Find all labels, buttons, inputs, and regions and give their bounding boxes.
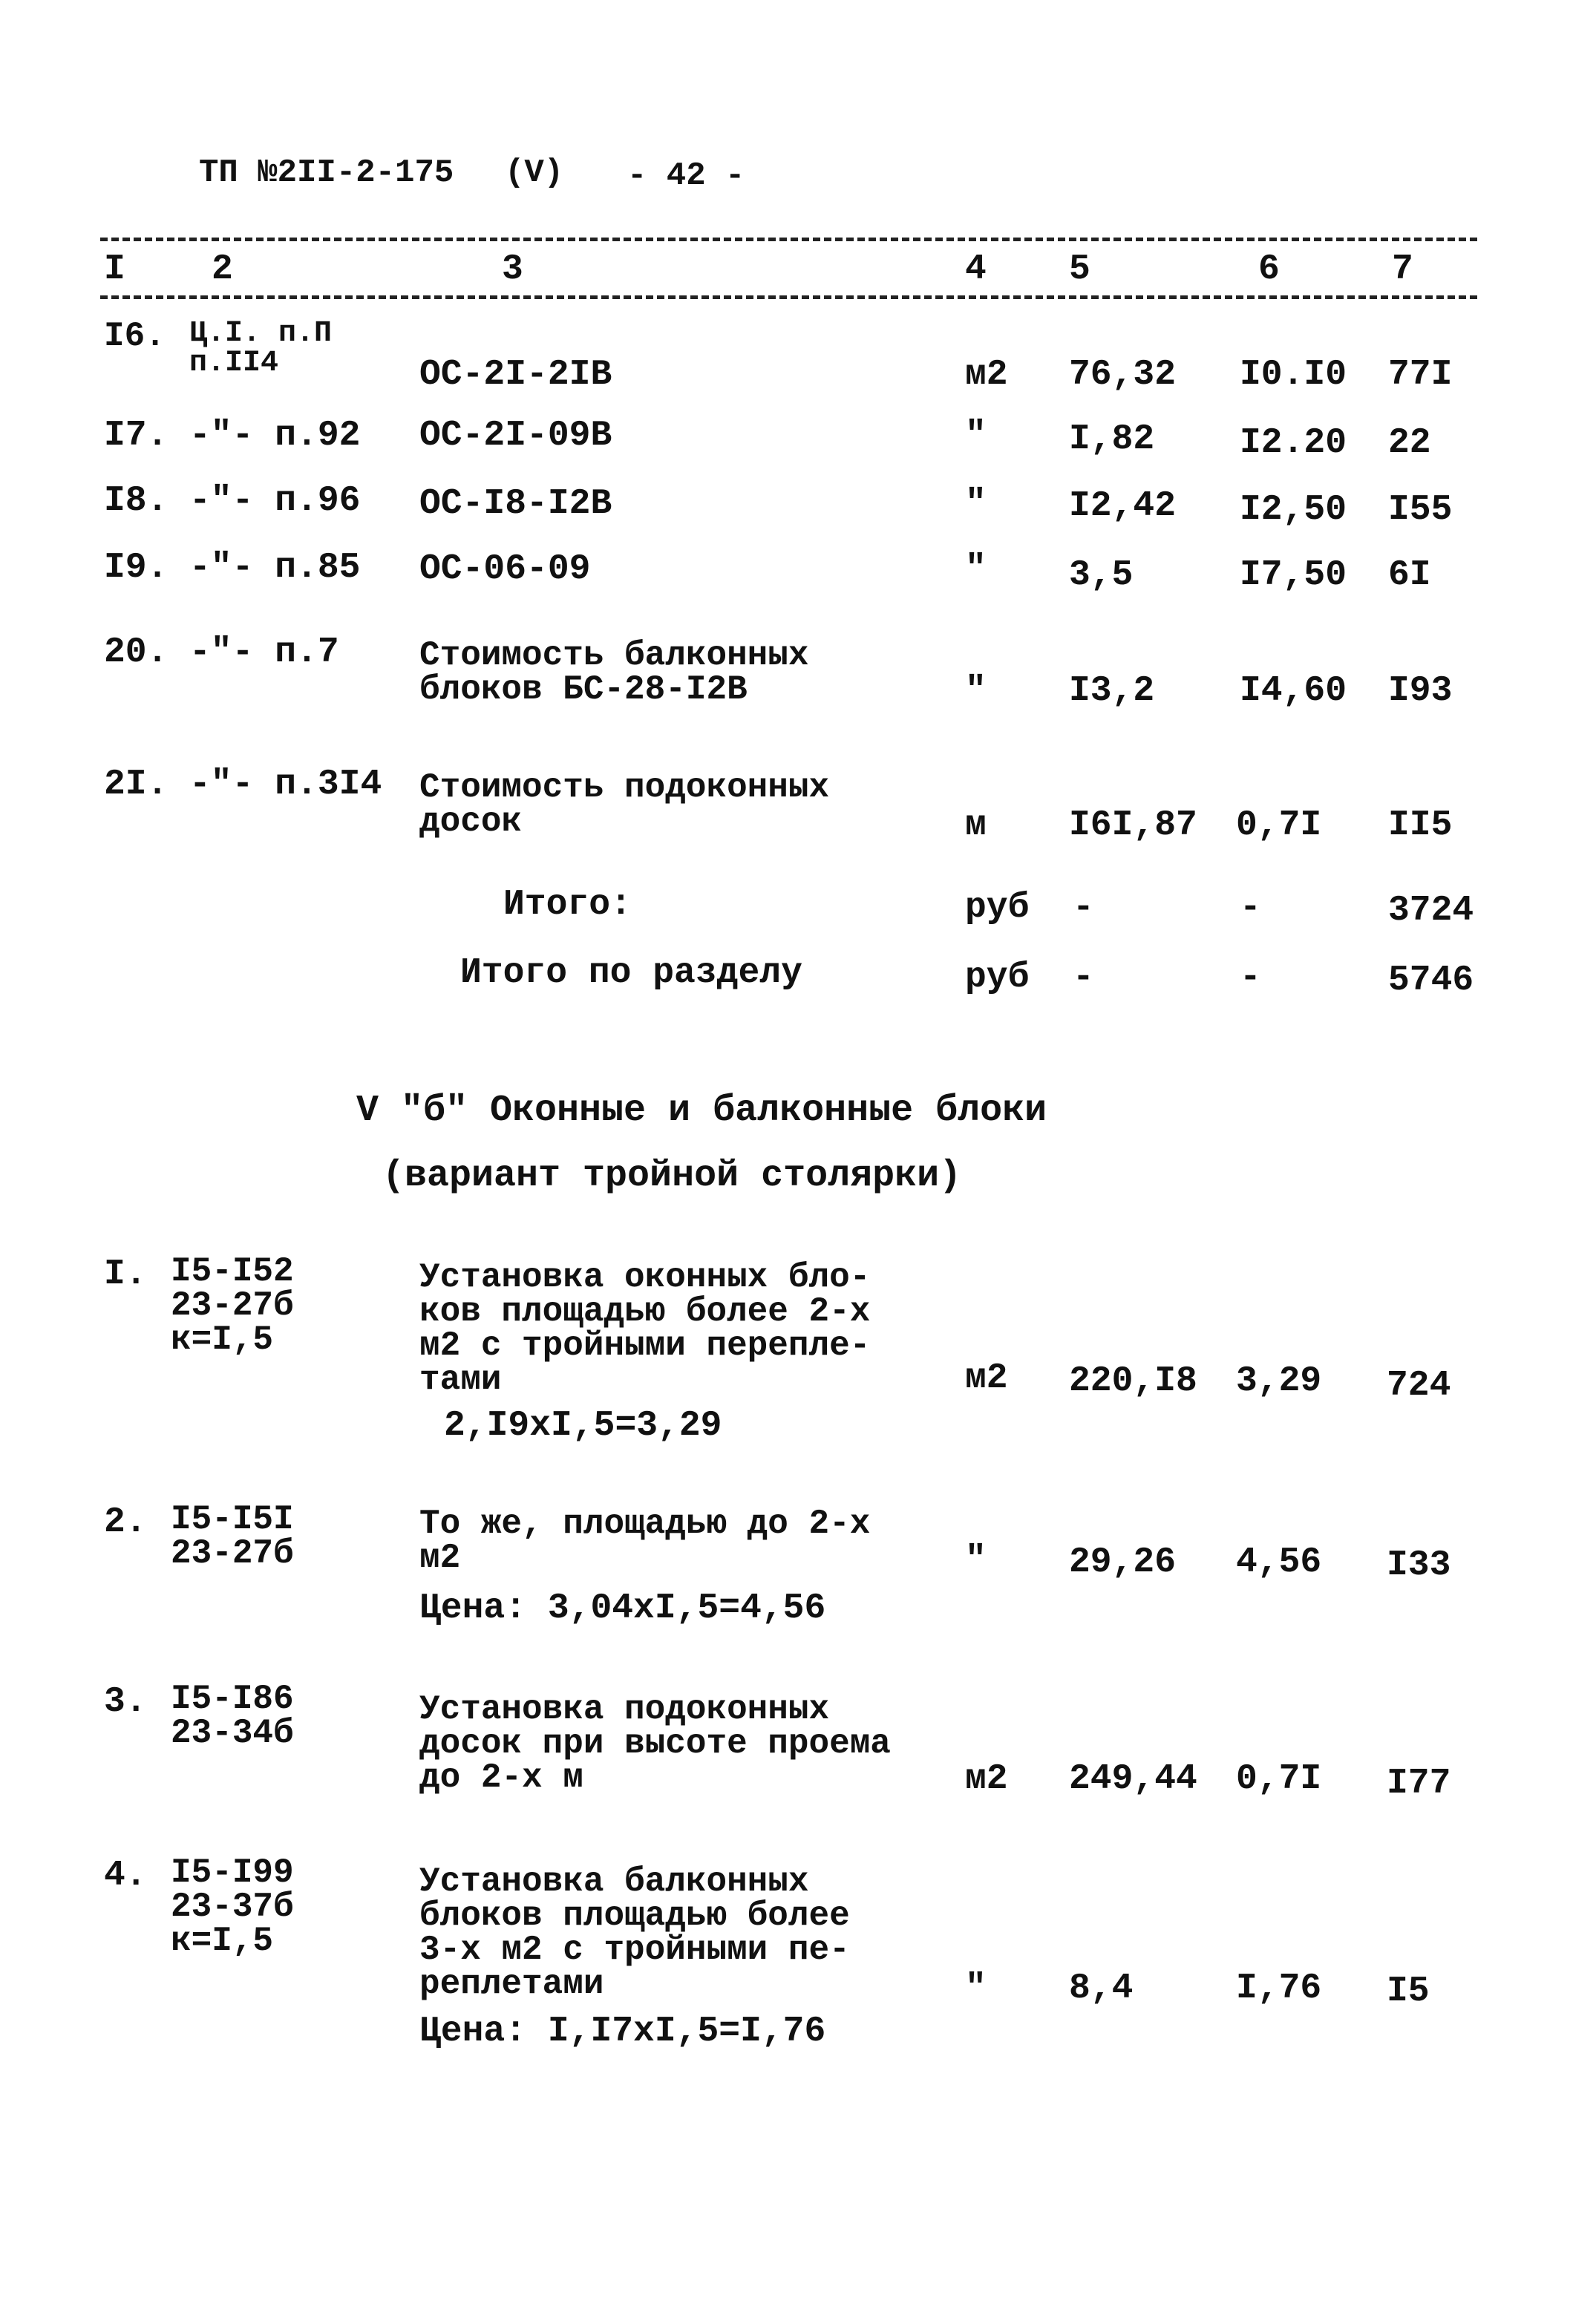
section-total-label: Итого по разделу [460,953,802,993]
row-total: 77I [1388,355,1453,395]
row-unit: м [965,805,987,845]
row-quantity: I6I,87 [1069,805,1197,845]
row-name: Стоимость балконных блоков БС-28-I2В [419,636,809,709]
row-number: I. [104,1254,147,1294]
row-total: I93 [1388,671,1453,711]
row-total: I33 [1387,1545,1451,1585]
row-name: ОС-2I-09В [419,416,612,456]
row-price: I7,50 [1240,555,1347,595]
row-reference: -"- п.96 [189,481,361,521]
row-note: Цена: I,I7xI,5=I,76 [419,2012,826,2052]
row-name: ОС-I8-I2В [419,484,612,524]
row-quantity: I2,42 [1069,486,1177,526]
row-reference: -"- п.92 [189,416,361,456]
section-total-price: - [1240,958,1261,998]
section-total-quantity: - [1073,958,1094,998]
row-quantity: 220,I8 [1069,1361,1197,1401]
row-unit: " [965,416,987,456]
row-total: I55 [1388,490,1453,530]
row-reference: I5-I99 23-37б к=I,5 [171,1853,294,1960]
column-number-4: 4 [965,249,987,289]
row-total: 6I [1388,555,1431,595]
column-number-3: 3 [502,249,523,289]
row-number: 4. [104,1856,147,1896]
row-price: I2.20 [1240,423,1347,463]
row-price: 0,7I [1236,1759,1322,1799]
row-reference: Ц.I. п.П п.II4 [189,317,333,380]
row-unit: м2 [965,1358,1008,1398]
row-name: ОС-2I-2IВ [419,355,612,395]
row-name: Установка подоконных досок при высоте проема до 2-х м [419,1690,891,1797]
column-number-5: 5 [1069,249,1090,289]
row-total: II5 [1388,805,1453,845]
row-reference: -"- п.85 [189,548,361,588]
row-unit: " [965,671,987,711]
table-top-rule [100,238,1477,241]
row-quantity: I3,2 [1069,671,1155,711]
row-number: 2I. [104,765,169,805]
row-number: 20. [104,632,169,672]
row-note: 2,I9xI,5=3,29 [444,1406,722,1446]
row-price: 3,29 [1236,1361,1322,1401]
row-name: ОС-06-09 [419,549,591,589]
row-price: 0,7I [1236,805,1322,845]
row-name: Установка оконных бло- ков площадью более 2-х м2 с тройными перепле- тами [419,1258,871,1399]
doc-variant: (V) [505,154,564,192]
row-number: 3. [104,1682,147,1722]
row-quantity: 76,32 [1069,355,1177,395]
column-number-2: 2 [212,249,233,289]
row-reference: I5-I52 23-27б к=I,5 [171,1252,294,1359]
row-total: 22 [1388,423,1431,463]
row-number: 2. [104,1502,147,1542]
row-note: Цена: 3,04xI,5=4,56 [419,1588,826,1629]
subtotal-unit: руб [965,888,1030,928]
row-total: I5 [1387,1971,1430,2012]
row-unit: " [965,484,987,524]
row-number: I7. [104,416,169,456]
row-quantity: I,82 [1069,419,1155,459]
row-reference: I5-I5I 23-27б [171,1500,294,1573]
column-header-rule [100,295,1477,299]
row-price: I2,50 [1240,490,1347,530]
row-total: I77 [1387,1764,1451,1804]
row-reference: -"- п.3I4 [189,765,382,805]
row-unit: " [965,1540,987,1580]
row-unit: м2 [965,355,1008,395]
section-total-unit: руб [965,958,1030,998]
section-total-total: 5746 [1388,960,1474,1001]
row-price: I,76 [1236,1968,1322,2009]
row-price: 4,56 [1236,1542,1322,1582]
section-title: V "б" Оконные и балконные блоки [356,1090,1047,1132]
row-quantity: 249,44 [1069,1759,1197,1799]
row-number: I6. [104,317,166,356]
subtotal-quantity: - [1073,888,1094,928]
row-quantity: 3,5 [1069,555,1134,595]
row-number: I8. [104,481,169,521]
section-subtitle: (вариант тройной столярки) [382,1155,962,1197]
row-unit: м2 [965,1759,1008,1799]
subtotal-label: Итого: [503,885,632,925]
column-number-7: 7 [1392,249,1413,289]
column-number-6: 6 [1258,249,1280,289]
row-quantity: 29,26 [1069,1542,1177,1582]
row-reference: I5-I86 23-34б [171,1680,294,1752]
row-name: То же, площадью до 2-х м2 [419,1505,871,1577]
row-unit: " [965,549,987,589]
subtotal-price: - [1240,888,1261,928]
row-name: Стоимость подоконных досок [419,768,830,841]
row-total: 724 [1387,1366,1451,1406]
doc-code: ТП №2II-2-175 [199,154,454,192]
row-unit: " [965,1968,987,2009]
row-name: Установка балконных блоков площадью более 3-х м2 с тройными пе- реплетами [419,1862,850,2003]
row-price: I4,60 [1240,671,1347,711]
column-number-1: I [104,249,125,289]
page-number: - 42 - [627,157,745,194]
subtotal-total: 3724 [1388,891,1474,931]
row-number: I9. [104,548,169,588]
row-reference: -"- п.7 [189,632,339,672]
row-price: I0.I0 [1240,355,1347,395]
row-quantity: 8,4 [1069,1968,1134,2009]
